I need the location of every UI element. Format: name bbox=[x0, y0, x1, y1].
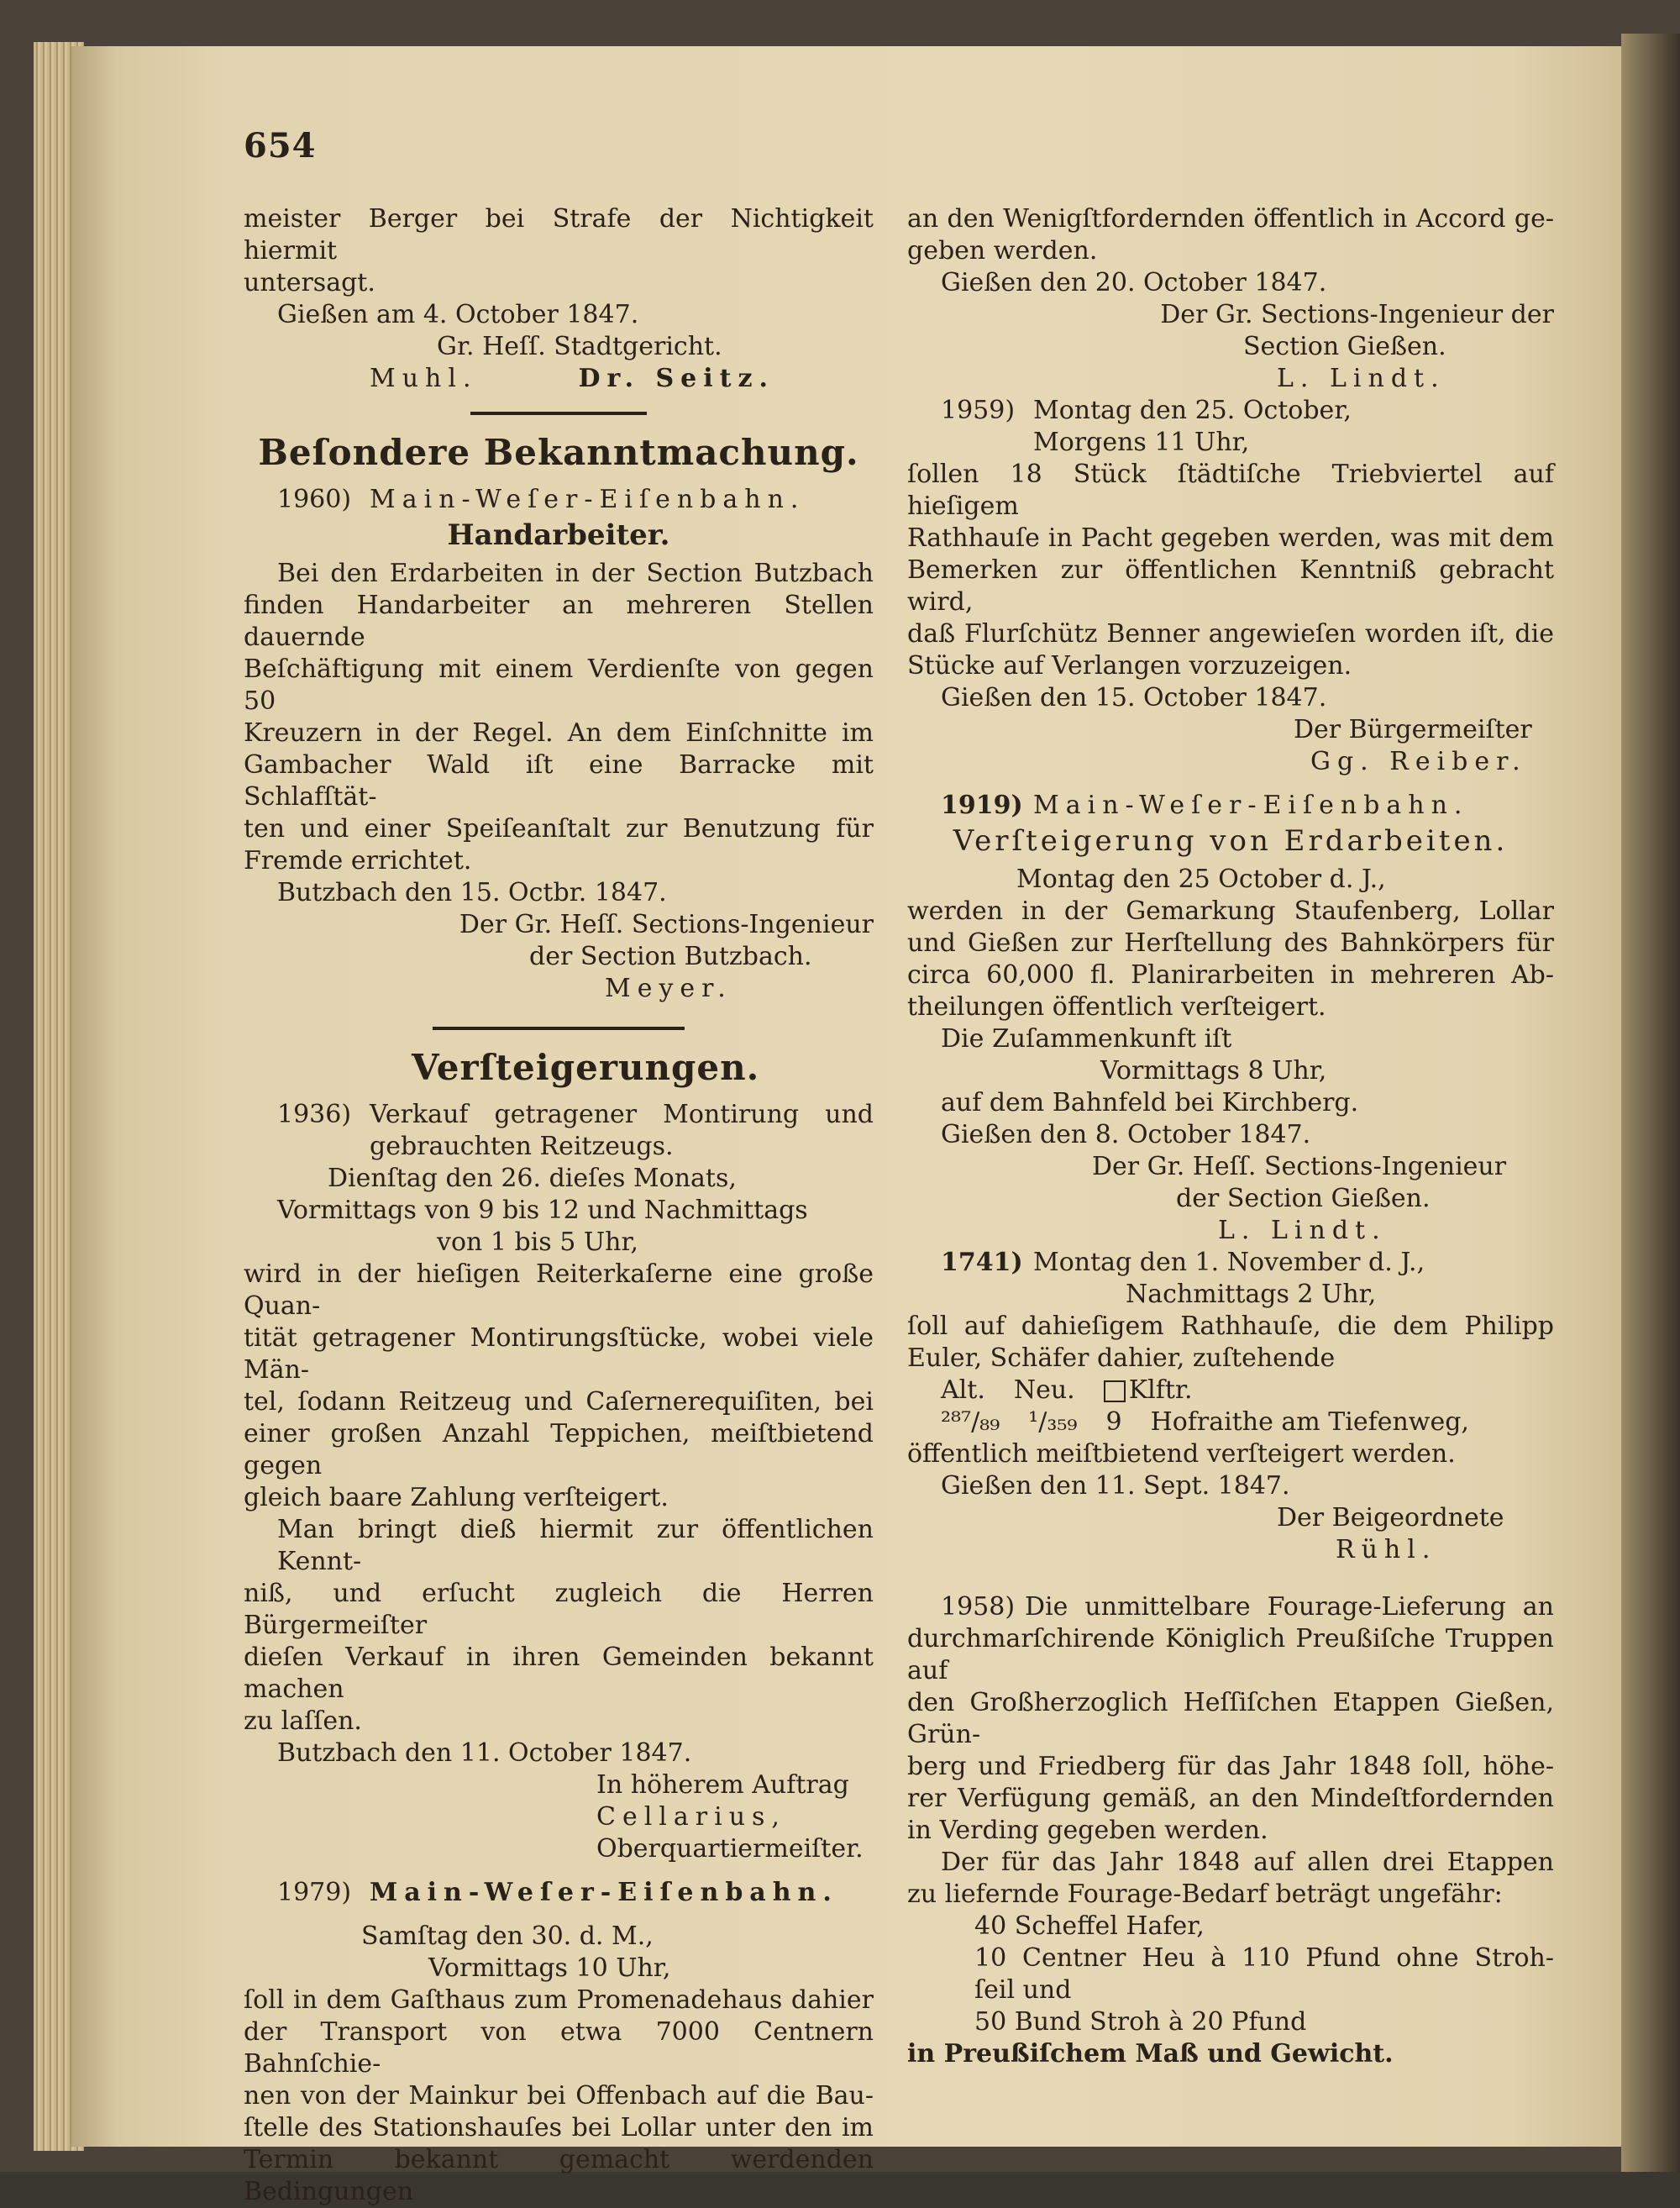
text-line: dieſen Verkauf in ihren Gemeinden bekannt machen bbox=[244, 1643, 874, 1704]
notice-number: 1919) bbox=[941, 791, 1023, 820]
signature-line: Der Bürgermeiſter bbox=[1294, 715, 1532, 744]
divider bbox=[470, 412, 647, 415]
measure-value: ¹/₃₅₉ bbox=[1028, 1407, 1078, 1437]
text-line: circa 60,000 fl. Planirarbeiten in mehreren Ab- bbox=[907, 960, 1554, 990]
text-line: in Preußiſchem Maß und Gewicht. bbox=[907, 2039, 1394, 2069]
signature-line: Der Beigeordnete bbox=[1277, 1503, 1504, 1532]
spacer bbox=[244, 1865, 874, 1877]
notice-title: Main-Weſer-Eiſenbahn. bbox=[1033, 791, 1469, 820]
notice-title-line bbox=[907, 395, 1554, 427]
left-column bbox=[244, 203, 874, 2208]
text-line: ſtelle des Stationshauſes bei Lollar unter den im bbox=[244, 2113, 874, 2142]
column-header bbox=[1104, 1375, 1193, 1406]
text-line: geben werden. bbox=[907, 236, 1098, 265]
notice-title-line bbox=[907, 1591, 1554, 1623]
text-line: Bemerken zur öffentlichen Kenntniß gebracht wird, bbox=[907, 555, 1554, 617]
date-line: Butzbach den 11. October 1847. bbox=[277, 1738, 692, 1768]
measure-value: ²⁸⁷/₈₉ bbox=[941, 1407, 1000, 1437]
section-heading: Verſteigerungen. bbox=[412, 1047, 760, 1088]
signature-name: Muhl. bbox=[370, 364, 478, 393]
gutter-shadow bbox=[1621, 34, 1680, 2172]
column-header: Alt. bbox=[941, 1375, 985, 1405]
date-line: Gießen den 8. October 1847. bbox=[941, 1120, 1311, 1149]
text-line: öffentlich meiſtbietend verſteigert werden. bbox=[907, 1439, 1456, 1469]
signature-line: der Section Butzbach. bbox=[529, 942, 812, 971]
notice-title-line bbox=[907, 1247, 1554, 1279]
schedule-line: Samſtag den 30. d. M., bbox=[361, 1921, 654, 1951]
text-line: Beſchäftigung mit einem Verdienſte von gegen 50 bbox=[244, 655, 874, 716]
schedule-line: Dienſtag den 26. dieſes Monats, bbox=[328, 1164, 737, 1193]
signature-line: In höherem Auftrag bbox=[596, 1770, 849, 1800]
spacer bbox=[907, 1566, 1554, 1591]
text-line: Die unmittelbare Fourage-Lieferung an bbox=[1025, 1592, 1554, 1622]
text-line: Man bringt dieß hiermit zur öffentlichen Kennt- bbox=[277, 1515, 874, 1576]
spacer bbox=[244, 1909, 874, 1921]
notice-title-line bbox=[244, 1099, 874, 1131]
square-icon bbox=[1104, 1380, 1126, 1402]
text-line: Gambacher Wald iſt eine Barracke mit Schlafſtät- bbox=[244, 750, 874, 812]
signature-name: Dr. Seitz. bbox=[578, 364, 774, 393]
measure-description: Hofraithe am Tiefenweg, bbox=[1150, 1407, 1469, 1437]
signature-line: Gr. Heſſ. Stadtgericht. bbox=[437, 332, 722, 361]
signature-line: Der Gr. Sections-Ingenieur der bbox=[1160, 300, 1554, 329]
text-line: finden Handarbeiter an mehreren Stellen dauernde bbox=[244, 591, 874, 652]
text-line: einer großen Anzahl Teppichen, meiſtbietend gegen bbox=[244, 1419, 874, 1480]
notice-number: 1936) bbox=[277, 1100, 352, 1129]
list-item: 50 Bund Stroh à 20 Pfund bbox=[974, 2007, 1307, 2037]
text-line: Die Zuſammenkunft iſt bbox=[941, 1024, 1232, 1054]
notice-title: Main-Weſer-Eiſenbahn. bbox=[370, 485, 806, 514]
text-line: berg und Friedberg für das Jahr 1848 ſoll, höhe- bbox=[907, 1752, 1554, 1781]
list-item: ſeil und bbox=[974, 1975, 1072, 2005]
text-line: meister Berger bei Strafe der Nichtigkeit hiermit bbox=[244, 204, 874, 265]
divider bbox=[433, 1027, 685, 1030]
text-line: der Transport von etwa 7000 Centnern Bahnſchie- bbox=[244, 2017, 874, 2079]
signature-line: L. Lindt. bbox=[1277, 364, 1446, 393]
notice-number: 1979) bbox=[277, 1878, 352, 1907]
text-line: an den Wenigſtfordernden öffentlich in Accord ge- bbox=[907, 204, 1554, 234]
text-line: Stücke auf Verlangen vorzuzeigen. bbox=[907, 651, 1352, 681]
schedule-line: Vormittags 10 Uhr, bbox=[428, 1953, 671, 1983]
text-line: tität getragener Montirungsſtücke, wobei viele Män- bbox=[244, 1323, 874, 1385]
text-line: ſoll auf dahieſigem Rathhauſe, die dem Philipp bbox=[907, 1312, 1554, 1341]
signature-line: Oberquartiermeiſter. bbox=[596, 1834, 864, 1864]
text-line: werden in der Gemarkung Staufenberg, Lollar bbox=[907, 896, 1554, 926]
schedule-line: Montag den 1. November d. J., bbox=[1033, 1248, 1425, 1277]
date-line: Gießen den 15. October 1847. bbox=[941, 683, 1327, 712]
text-line: Der für das Jahr 1848 auf allen drei Etappen bbox=[941, 1848, 1554, 1877]
notice-number: 1741) bbox=[941, 1248, 1023, 1277]
text-line: Euler, Schäfer dahier, zuſtehende bbox=[907, 1343, 1336, 1373]
signature-line: Rühl. bbox=[1336, 1535, 1437, 1564]
signature-line: der Section Gießen. bbox=[1176, 1184, 1431, 1213]
notice-number: 1960) bbox=[277, 485, 352, 514]
text-line: theilungen öffentlich verſteigert. bbox=[907, 992, 1326, 1022]
text-line: wird in der hieſigen Reiterkaſerne eine große Quan- bbox=[244, 1259, 874, 1321]
signature-line: Meyer. bbox=[605, 974, 732, 1003]
column-header-label: Klftr. bbox=[1128, 1375, 1193, 1405]
text-line: ſoll in dem Gaſthaus zum Promenadehaus dahier bbox=[244, 1985, 874, 2015]
list-item: 40 Scheffel Hafer, bbox=[974, 1911, 1205, 1941]
text-line: daß Flurſchütz Benner angewieſen worden iſt, die bbox=[907, 619, 1554, 649]
signature-line: Der Gr. Heſſ. Sections-Ingenieur bbox=[1092, 1152, 1507, 1181]
notice-subheading: Verſteigerung von Erdarbeiten. bbox=[953, 824, 1509, 858]
section-heading: Beſondere Bekanntmachung. bbox=[258, 432, 859, 473]
text-line: Rathhauſe in Pacht gegeben werden, was mit dem bbox=[907, 523, 1554, 553]
text-line: ſollen 18 Stück ſtädtiſche Triebviertel auf hieſigem bbox=[907, 460, 1554, 521]
text-line: niß, und erſucht zugleich die Herren Bürgermeiſter bbox=[244, 1579, 874, 1640]
measure-value: 9 bbox=[1105, 1407, 1122, 1437]
signature-line: Section Gießen. bbox=[1243, 332, 1446, 361]
signature-line: L. Lindt. bbox=[1218, 1216, 1387, 1245]
date-line: Gießen am 4. October 1847. bbox=[277, 300, 639, 329]
text-line: Termin bekannt gemacht werdenden Bedingungen bbox=[244, 2145, 874, 2206]
notice-number: 1959) bbox=[941, 396, 1016, 425]
text-line: untersagt. bbox=[244, 268, 375, 297]
notice-title-line bbox=[244, 484, 874, 516]
text-line: auf dem Bahnfeld bei Kirchberg. bbox=[941, 1088, 1359, 1117]
schedule-line: Morgens 11 Uhr, bbox=[1033, 428, 1250, 457]
right-column bbox=[907, 203, 1554, 2070]
text-line: ten und einer Speiſeanſtalt zur Benutzung für bbox=[244, 814, 874, 844]
signature-line: Gg. Reiber. bbox=[1310, 747, 1527, 776]
text-line: Fremde errichtet. bbox=[244, 846, 472, 875]
signature-line: Der Gr. Heſſ. Sections-Ingenieur bbox=[459, 910, 874, 939]
measure-row bbox=[907, 1406, 1554, 1438]
schedule-line: Montag den 25. October, bbox=[1033, 396, 1352, 425]
notice-title-line bbox=[244, 1877, 874, 1909]
notice-title: Main-Weſer-Eiſenbahn. bbox=[370, 1878, 838, 1907]
text-line: Bei den Erdarbeiten in der Section Butzbach bbox=[277, 559, 874, 588]
notice-title-line bbox=[907, 790, 1554, 822]
schedule-line: von 1 bis 5 Uhr, bbox=[437, 1228, 639, 1257]
notice-title: Verkauf getragener Montirung und bbox=[370, 1100, 874, 1129]
text-line: gleich baare Zahlung verſteigert. bbox=[244, 1483, 669, 1512]
text-line: den Großherzoglich Heſſiſchen Etappen Gießen, Grün- bbox=[907, 1688, 1554, 1749]
notice-number: 1958) bbox=[941, 1592, 1016, 1622]
spacer bbox=[907, 778, 1554, 790]
text-line: durchmarſchirende Königlich Preußiſche Truppen auf bbox=[907, 1624, 1554, 1685]
text-line: zu laſſen. bbox=[244, 1706, 362, 1736]
date-line: Gießen den 20. October 1847. bbox=[941, 268, 1327, 297]
column-header: Neu. bbox=[1013, 1375, 1075, 1405]
signature-line: Cellarius, bbox=[596, 1802, 786, 1832]
text-line: zu liefernde Fourage-Bedarf beträgt ungefähr: bbox=[907, 1879, 1503, 1909]
text-line: nen von der Mainkur bei Offenbach auf die Bau- bbox=[244, 2081, 874, 2111]
date-line: Butzbach den 15. Octbr. 1847. bbox=[277, 878, 667, 907]
schedule-line: Vormittags 8 Uhr, bbox=[1100, 1056, 1327, 1086]
measure-header bbox=[907, 1375, 1554, 1406]
date-line: Gießen den 11. Sept. 1847. bbox=[941, 1471, 1290, 1501]
list-item: 10 Centner Heu à 110 Pfund ohne Stroh- bbox=[974, 1943, 1554, 1973]
notice-title: gebrauchten Reitzeugs. bbox=[370, 1132, 674, 1161]
schedule-line: Nachmittags 2 Uhr, bbox=[1126, 1280, 1377, 1309]
schedule-line: Montag den 25 October d. J., bbox=[1016, 865, 1386, 894]
text-line: tel, ſodann Reitzeug und Caſernerequiſiten, bei bbox=[244, 1387, 874, 1417]
text-line: rer Verfügung gemäß, an den Mindeſtfordernden bbox=[907, 1784, 1554, 1813]
signature-names bbox=[244, 363, 874, 395]
notice-subheading: Handarbeiter. bbox=[447, 518, 670, 552]
schedule-line: Vormittags von 9 bis 12 und Nachmittags bbox=[277, 1196, 808, 1225]
text-line: und Gießen zur Herſtellung des Bahnkörpers für bbox=[907, 928, 1554, 958]
text-line: Kreuzern in der Regel. An dem Einſchnitte im bbox=[244, 718, 874, 748]
text-line: in Verding gegeben werden. bbox=[907, 1816, 1268, 1845]
page-number: 654 bbox=[244, 126, 317, 166]
